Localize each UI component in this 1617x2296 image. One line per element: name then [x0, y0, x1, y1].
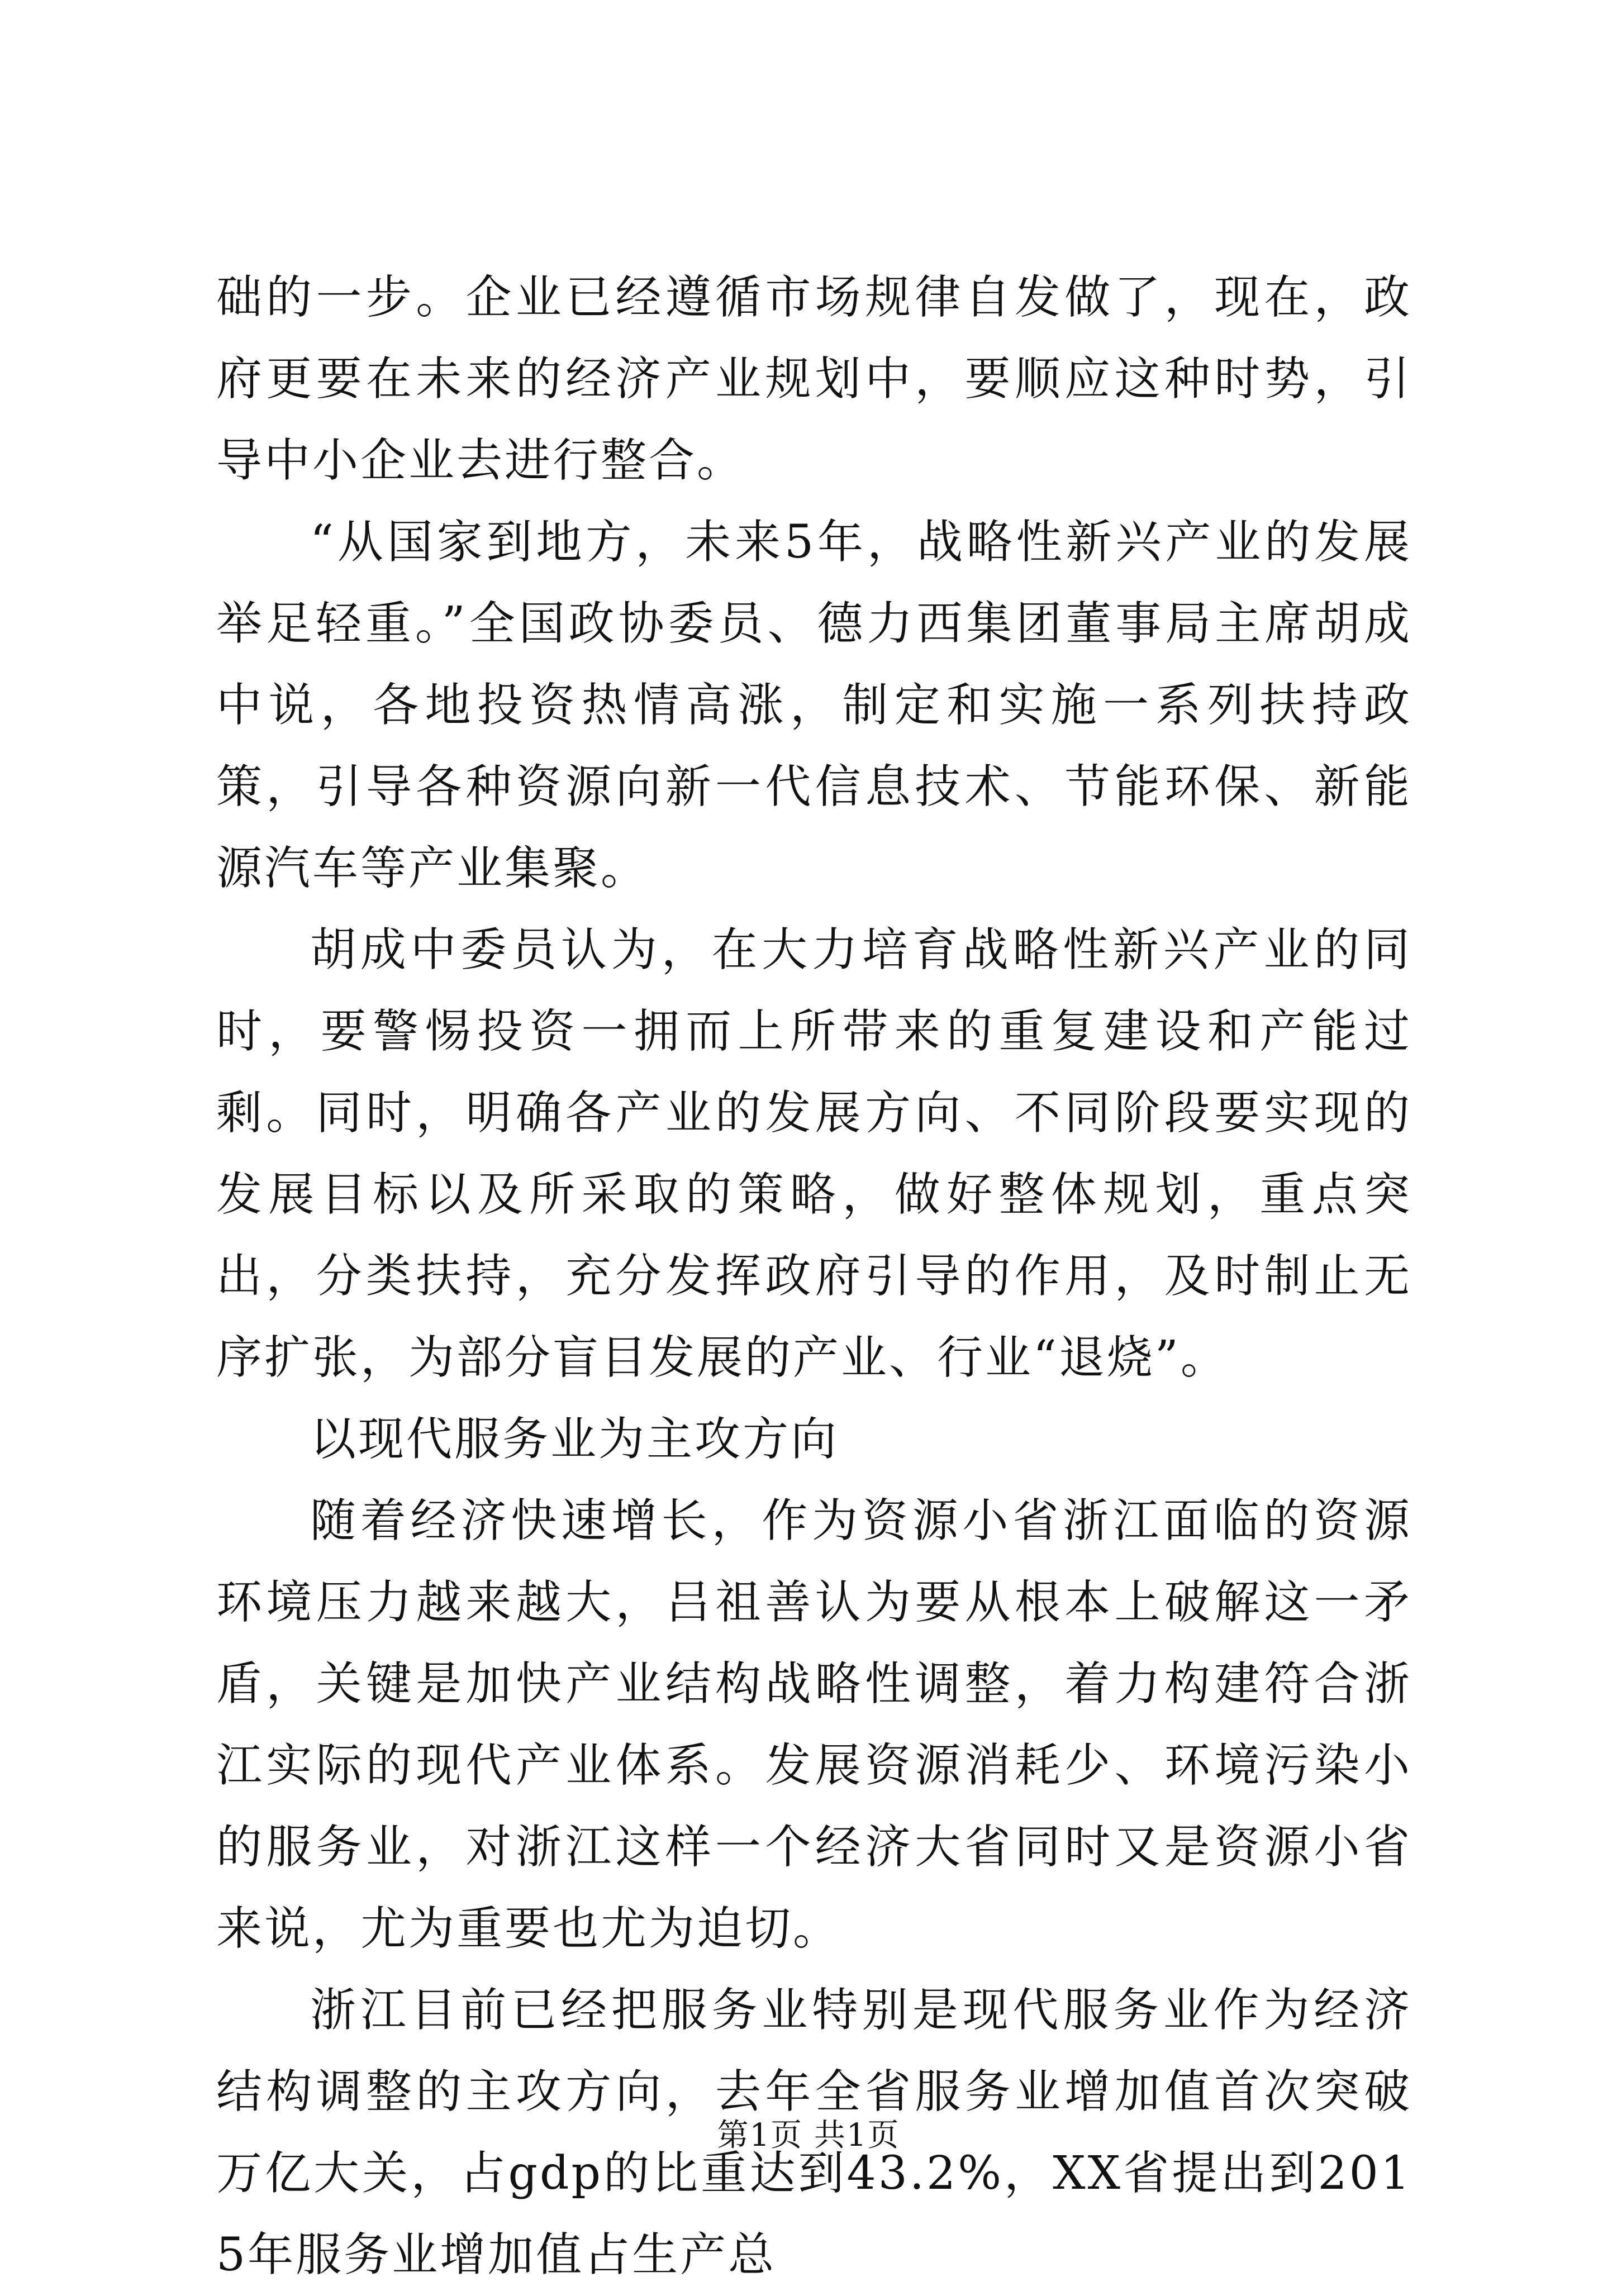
- paragraph-6: 浙江目前已经把服务业特别是现代服务业作为经济结构调整的主攻方向，去年全省服务业增加值首次突破万亿大关，占gdp的比重达到43.2%，XX省提出到2015年服务业增加值占生产总: [216, 1984, 1412, 2281]
- paragraph-1: 础的一步。企业已经遵循市场规律自发做了，现在，政府更要在未来的经济产业规划中，要顺应这种时势，引导中小企业去进行整合。: [216, 271, 1412, 487]
- section-heading: 以现代服务业为主攻方向: [310, 1413, 839, 1466]
- paragraph-3: 胡成中委员认为，在大力培育战略性新兴产业的同时，要警惕投资一拥而上所带来的重复建设和产能过剩。同时，明确各产业的发展方向、不同阶段要实现的发展目标以及所采取的策略，做好整体规划，重点突出，分类扶持，充分发挥政府引导的作用，及时制止无序扩张，为部分盲目发展的产业、行业“退烧”。: [216, 923, 1412, 1384]
- page-number-label: 第1页 共1页: [717, 2117, 900, 2154]
- page-footer: [0, 2116, 1617, 2155]
- paragraph-2: “从国家到地方，未来5年，战略性新兴产业的发展举足轻重。”全国政协委员、德力西集团董事局主席胡成中说，各地投资热情高涨，制定和实施一系列扶持政策，引导各种资源向新一代信息技术、节能环保、新能源汽车等产业集聚。: [216, 516, 1412, 895]
- paragraph-5: 随着经济快速增长，作为资源小省浙江面临的资源环境压力越来越大，吕祖善认为要从根本上破解这一矛盾，关键是加快产业结构战略性调整，着力构建符合浙江实际的现代产业体系。发展资源消耗少、环境污染小的服务业，对浙江这样一个经济大省同时又是资源小省来说，尤为重要也尤为迫切。: [216, 1494, 1412, 1955]
- document-body: [216, 257, 1412, 2296]
